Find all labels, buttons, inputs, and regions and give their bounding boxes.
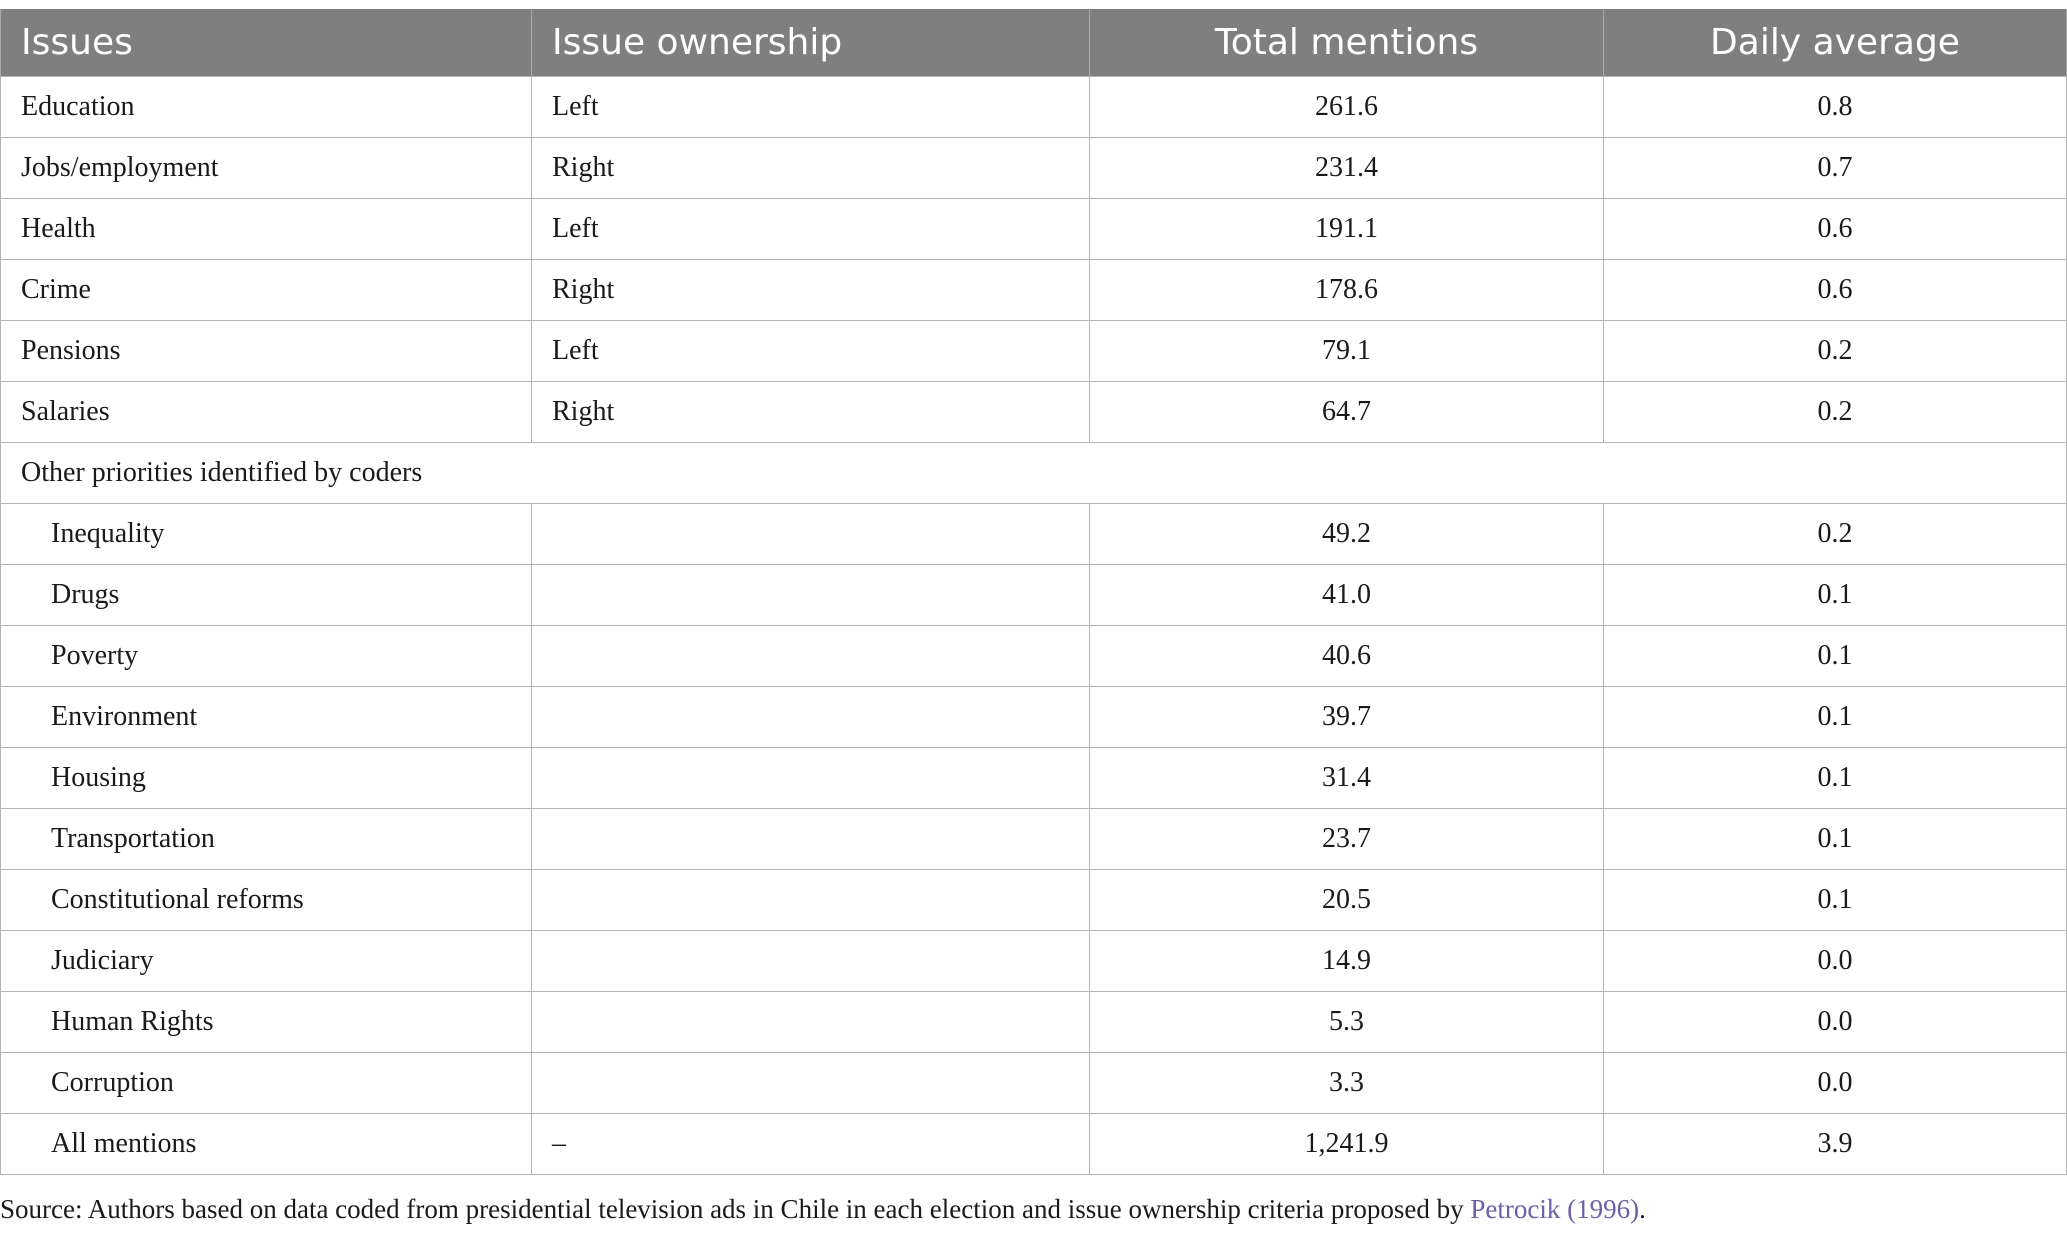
ownership-cell — [532, 504, 1090, 565]
total-cell: 40.6 — [1090, 626, 1604, 687]
ownership-cell: Right — [532, 260, 1090, 321]
source-footnote — [0, 1194, 1646, 1225]
daily-cell: 0.1 — [1604, 565, 2067, 626]
daily-cell: 0.0 — [1604, 931, 2067, 992]
table-row — [1, 931, 2067, 992]
total-cell: 1,241.9 — [1090, 1114, 1604, 1175]
daily-cell: 0.8 — [1604, 77, 2067, 138]
daily-cell: 0.1 — [1604, 870, 2067, 931]
table-row — [1, 687, 2067, 748]
table-row — [1, 992, 2067, 1053]
issue-cell: Health — [1, 199, 532, 260]
ownership-cell — [532, 626, 1090, 687]
table-row — [1, 199, 2067, 260]
ownership-cell: Left — [532, 321, 1090, 382]
issue-cell: Judiciary — [1, 931, 532, 992]
issues-table-container — [0, 9, 2066, 1175]
daily-cell: 0.1 — [1604, 626, 2067, 687]
issue-cell: Human Rights — [1, 992, 532, 1053]
ownership-cell — [532, 748, 1090, 809]
ownership-cell — [532, 565, 1090, 626]
daily-cell: 0.1 — [1604, 748, 2067, 809]
daily-cell: 3.9 — [1604, 1114, 2067, 1175]
total-cell: 23.7 — [1090, 809, 1604, 870]
total-cell: 31.4 — [1090, 748, 1604, 809]
total-cell: 5.3 — [1090, 992, 1604, 1053]
total-cell: 261.6 — [1090, 77, 1604, 138]
daily-cell: 0.1 — [1604, 809, 2067, 870]
issue-cell: Pensions — [1, 321, 532, 382]
total-cell: 231.4 — [1090, 138, 1604, 199]
total-cell: 39.7 — [1090, 687, 1604, 748]
issues-table — [0, 9, 2067, 1175]
table-row — [1, 382, 2067, 443]
table-row — [1, 138, 2067, 199]
table-row — [1, 1053, 2067, 1114]
issue-cell: Transportation — [1, 809, 532, 870]
ownership-cell — [532, 809, 1090, 870]
ownership-cell — [532, 870, 1090, 931]
issue-cell: Housing — [1, 748, 532, 809]
table-header — [1, 9, 2067, 77]
issue-cell: Constitutional reforms — [1, 870, 532, 931]
daily-cell: 0.7 — [1604, 138, 2067, 199]
ownership-cell: Right — [532, 138, 1090, 199]
header-total-mentions: Total mentions — [1090, 9, 1604, 77]
issue-cell: Salaries — [1, 382, 532, 443]
source-end: . — [1639, 1194, 1646, 1224]
daily-cell: 0.1 — [1604, 687, 2067, 748]
ownership-cell: – — [532, 1114, 1090, 1175]
issue-cell: Crime — [1, 260, 532, 321]
ownership-cell — [532, 687, 1090, 748]
daily-cell: 0.0 — [1604, 1053, 2067, 1114]
ownership-cell: Right — [532, 382, 1090, 443]
section-label: Other priorities identified by coders — [1, 443, 2067, 504]
daily-cell: 0.6 — [1604, 260, 2067, 321]
issue-cell: Drugs — [1, 565, 532, 626]
issue-cell: Environment — [1, 687, 532, 748]
issue-cell: Education — [1, 77, 532, 138]
total-cell: 178.6 — [1090, 260, 1604, 321]
table-row — [1, 565, 2067, 626]
section-row — [1, 443, 2067, 504]
total-cell: 41.0 — [1090, 565, 1604, 626]
table-row — [1, 321, 2067, 382]
daily-cell: 0.2 — [1604, 504, 2067, 565]
total-row — [1, 1114, 2067, 1175]
daily-cell: 0.6 — [1604, 199, 2067, 260]
header-issues: Issues — [1, 9, 532, 77]
ownership-cell: Left — [532, 77, 1090, 138]
issue-cell: Inequality — [1, 504, 532, 565]
total-cell: 64.7 — [1090, 382, 1604, 443]
ownership-cell — [532, 931, 1090, 992]
total-cell: 49.2 — [1090, 504, 1604, 565]
total-cell: 191.1 — [1090, 199, 1604, 260]
issue-cell: All mentions — [1, 1114, 532, 1175]
table-row — [1, 626, 2067, 687]
table-body — [1, 77, 2067, 1175]
table-row — [1, 504, 2067, 565]
header-row — [1, 9, 2067, 77]
ownership-cell: Left — [532, 199, 1090, 260]
total-cell: 20.5 — [1090, 870, 1604, 931]
ownership-cell — [532, 1053, 1090, 1114]
table-row — [1, 870, 2067, 931]
table-row — [1, 77, 2067, 138]
issue-cell: Corruption — [1, 1053, 532, 1114]
table-row — [1, 260, 2067, 321]
total-cell: 79.1 — [1090, 321, 1604, 382]
total-cell: 14.9 — [1090, 931, 1604, 992]
ownership-cell — [532, 992, 1090, 1053]
citation-link[interactable]: Petrocik (1996) — [1470, 1194, 1640, 1224]
daily-cell: 0.0 — [1604, 992, 2067, 1053]
source-text: Source: Authors based on data coded from presidential television ads in Chile in each election and issue ownership criteria proposed by — [0, 1194, 1471, 1224]
header-issue-ownership: Issue ownership — [532, 9, 1090, 77]
issue-cell: Poverty — [1, 626, 532, 687]
table-row — [1, 809, 2067, 870]
header-daily-average: Daily average — [1604, 9, 2067, 77]
total-cell: 3.3 — [1090, 1053, 1604, 1114]
daily-cell: 0.2 — [1604, 382, 2067, 443]
issue-cell: Jobs/employment — [1, 138, 532, 199]
table-row — [1, 748, 2067, 809]
daily-cell: 0.2 — [1604, 321, 2067, 382]
